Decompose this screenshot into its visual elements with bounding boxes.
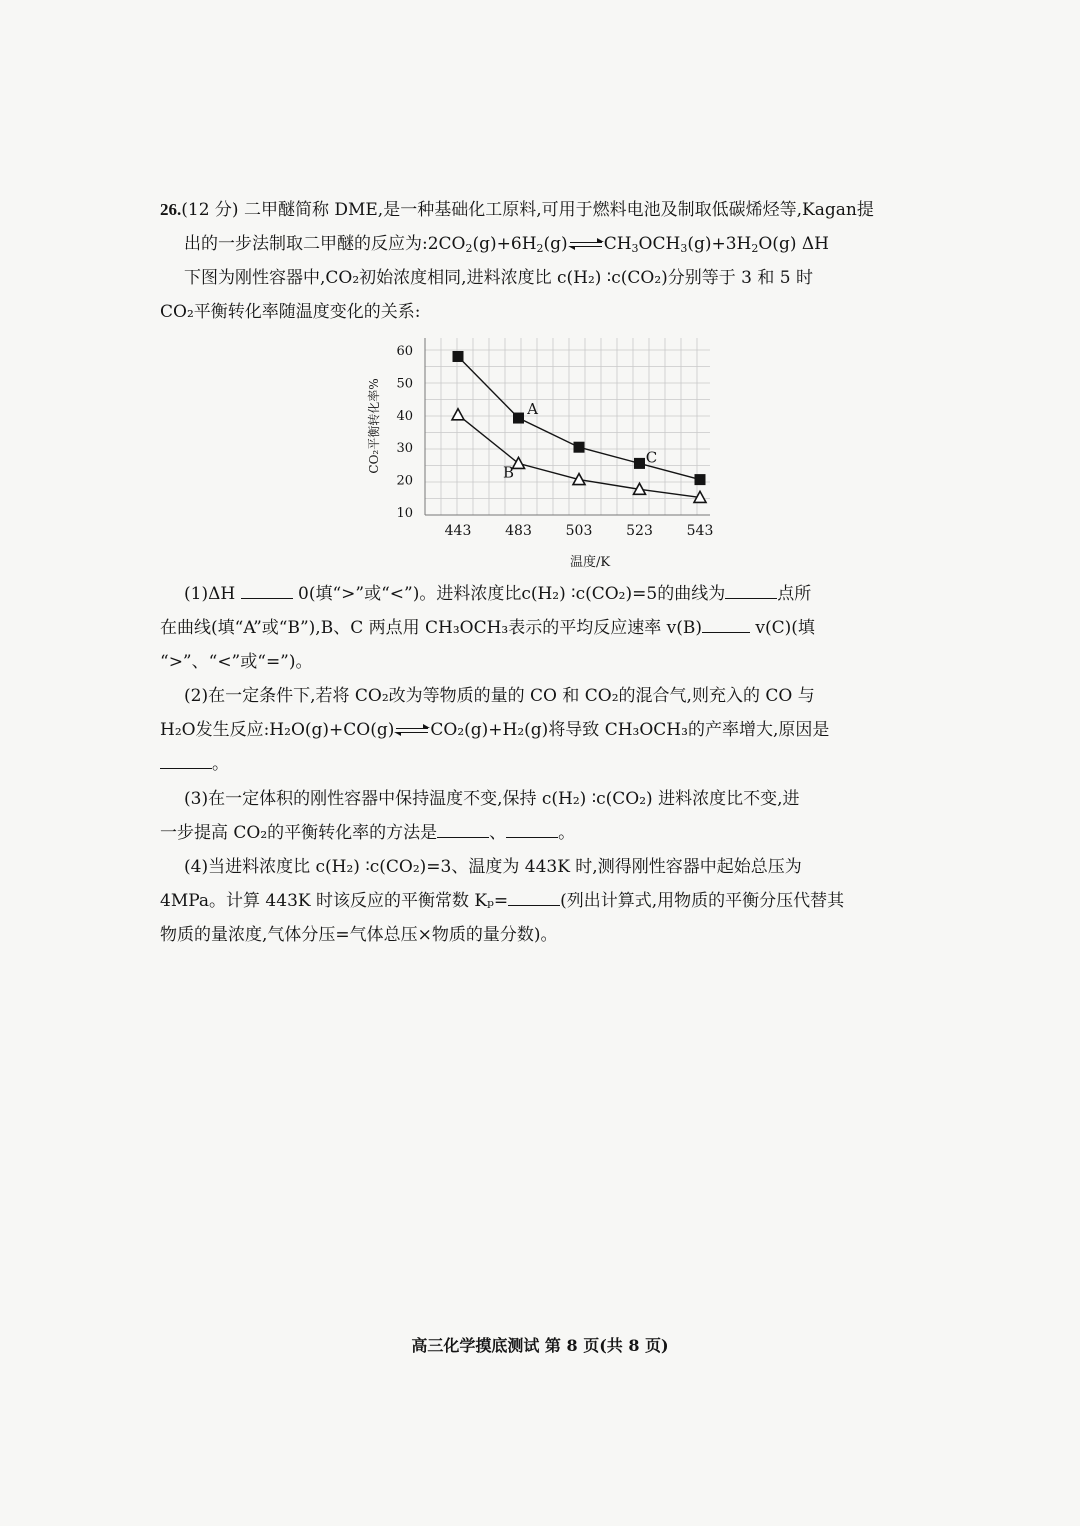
series-line bbox=[458, 356, 700, 482]
data-point-triangle bbox=[513, 457, 525, 468]
y-tick-label: 20 bbox=[396, 473, 413, 489]
y-tick-label: 10 bbox=[396, 506, 413, 521]
chart-svg bbox=[360, 330, 740, 580]
data-point-square bbox=[695, 474, 706, 485]
answer-blank-5[interactable] bbox=[437, 817, 489, 838]
data-point-square bbox=[513, 413, 524, 424]
point-label-b: B bbox=[502, 463, 515, 482]
q2-line-1: (2)在一定条件下,若将 CO₂改为等物质的量的 CO 和 CO₂的混合气,则充入的 CO 与 bbox=[184, 686, 815, 706]
x-tick-label: 523 bbox=[626, 523, 653, 539]
intro-text-1: (12 分) 二甲醚简称 DME,是一种基础化工原料,可用于燃料电池及制取低碳烯烃等,Kagan提 bbox=[181, 200, 874, 220]
question-intro-line-2: 出的一步法制取二甲醚的反应为$:2CO_2(g)+6H_2(g)$ $CH_3OCH_3(g)+3H_2O(g)$ ΔH bbox=[184, 234, 829, 255]
y-tick-label: 40 bbox=[396, 408, 413, 424]
question-intro-line-3: 下图为刚性容器中,CO₂初始浓度相同,进料浓度比 c(H₂) ∶c(CO₂)分别等于 3 和 5 时 bbox=[184, 268, 814, 288]
q4-line-3: 物质的量浓度,气体分压=气体总压×物质的量分数)。 bbox=[160, 925, 558, 945]
point-label-a: A bbox=[527, 400, 538, 419]
data-point-square bbox=[634, 458, 645, 469]
y-axis-label: CO₂平衡转化率% bbox=[367, 378, 381, 474]
data-point-square bbox=[574, 442, 585, 453]
q4-line-1: (4)当进料浓度比 c(H₂) ∶c(CO₂)=3、温度为 443K 时,测得刚性容器中起始总压为 bbox=[184, 857, 802, 877]
x-axis-label: 温度/K bbox=[569, 555, 611, 570]
q3-line-2: 一步提高 CO₂的平衡转化率的方法是 、 。 bbox=[160, 816, 920, 850]
q4-line-2: 4MPa。计算 443K 时该反应的平衡常数 Kₚ= (列出计算式,用物质的平衡分压代替其 bbox=[160, 884, 920, 918]
data-point-triangle bbox=[452, 409, 464, 420]
q1-line-2: 在曲线(填“A”或“B”),B、C 两点用 CH₃OCH₃表示的平均反应速率 v(B) v(C)(填 bbox=[160, 611, 920, 645]
x-tick-label: 443 bbox=[444, 523, 472, 539]
equilibrium-arrow-icon bbox=[394, 725, 430, 737]
point-label-c: C bbox=[645, 448, 658, 467]
answer-blank-1[interactable] bbox=[241, 578, 293, 599]
x-tick-label: 483 bbox=[505, 523, 532, 539]
answer-blank-2[interactable] bbox=[725, 578, 777, 599]
y-tick-label: 60 bbox=[396, 344, 413, 359]
x-tick-label: 503 bbox=[565, 523, 593, 539]
y-tick-label: 50 bbox=[396, 376, 413, 392]
co2-conversion-chart bbox=[360, 330, 740, 580]
x-tick-label: 543 bbox=[686, 523, 714, 539]
answer-blank-3[interactable] bbox=[702, 612, 750, 633]
q1-line-3: “>”、“<”或“=”)。 bbox=[160, 652, 313, 672]
question-intro-line-1 bbox=[160, 193, 920, 227]
question-number: 26. bbox=[160, 200, 182, 219]
question-intro-line-4: CO₂平衡转化率随温度变化的关系: bbox=[160, 302, 421, 322]
data-point-square bbox=[453, 351, 464, 362]
q2-line-2: H₂O发生反应:H₂O(g)+CO(g) CO₂(g)+H₂(g)将导致 CH₃OCH₃的产率增大,原因是 bbox=[160, 720, 830, 740]
y-tick-label: 30 bbox=[396, 441, 413, 457]
q1-line-1: (1)ΔH 0(填“>”或“<”)。进料浓度比c(H₂) ∶c(CO₂)=5的曲线为 点所 bbox=[184, 577, 944, 611]
page-footer: 高三化学摸底测试 第 8 页(共 8 页) bbox=[411, 1336, 669, 1355]
q3-line-1: (3)在一定体积的刚性容器中保持温度不变,保持 c(H₂) ∶c(CO₂) 进料浓度比不变,进 bbox=[184, 789, 800, 809]
q2-line-3: 。 bbox=[160, 747, 920, 781]
answer-blank-4[interactable] bbox=[160, 748, 212, 769]
equilibrium-arrow-icon bbox=[568, 239, 604, 251]
answer-blank-7[interactable] bbox=[508, 885, 560, 906]
answer-blank-6[interactable] bbox=[506, 817, 558, 838]
